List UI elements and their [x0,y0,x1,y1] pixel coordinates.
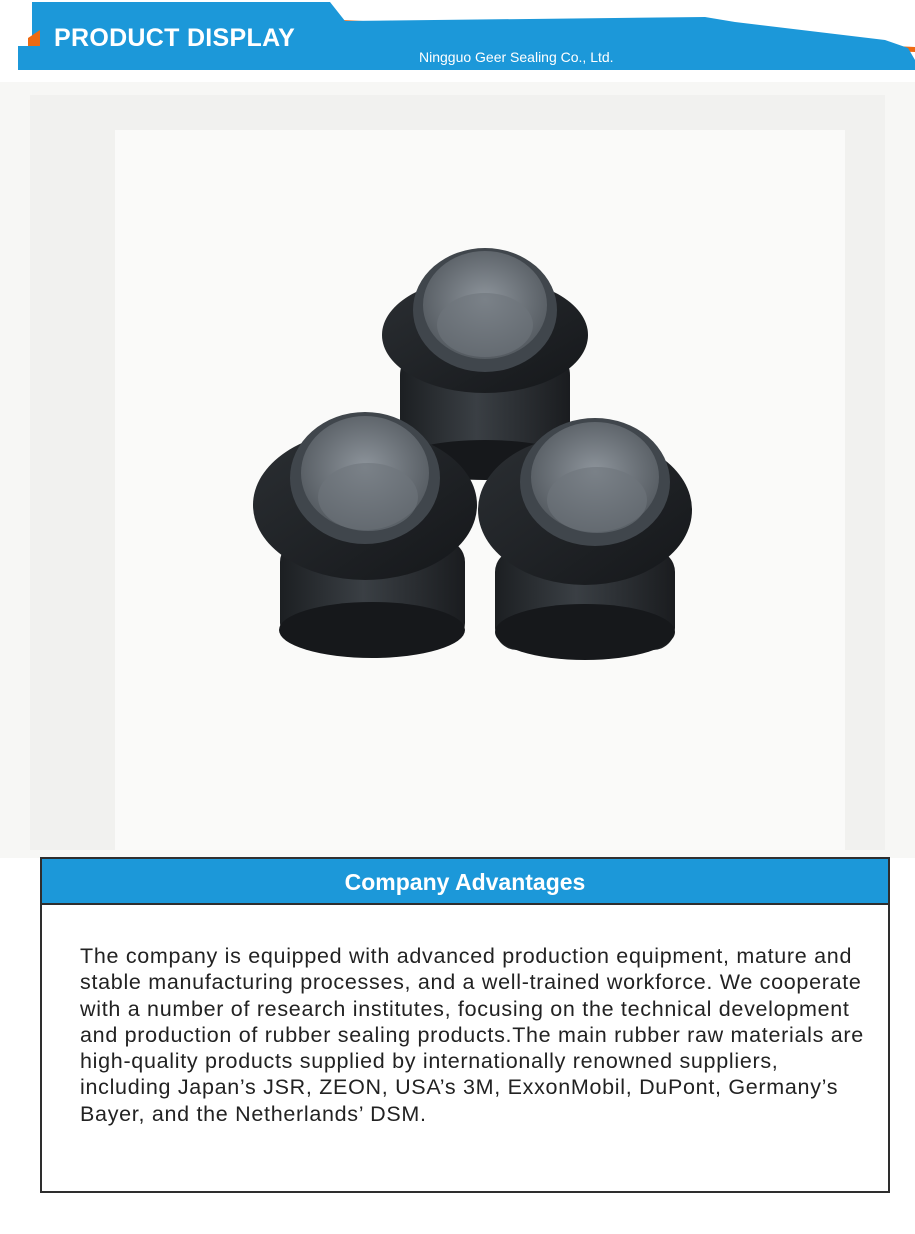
advantages-header [42,859,888,905]
company-advantages-box [40,857,890,1193]
company-name: Ningguo Geer Sealing Co., Ltd. [419,49,614,65]
advantages-title: Company Advantages [344,869,586,895]
banner-title: PRODUCT DISPLAY [54,24,296,52]
header-banner [0,0,915,80]
product-image [0,82,915,858]
advantages-body: The company is equipped with advanced production equipment, mature and stable manufacturing processes, and a well-trained workforce. We cooperate with a number of research institutes, focusing on the technical development and production of rubber sealing products.The main rubber raw materials are high-quality products supplied by internationally renowned suppliers, including Japan’s JSR, ZEON, USA’s 3M, ExxonMobil, DuPont, Germany’s Bayer, and the Netherlands’ DSM. [80,944,864,1126]
product-photo [0,82,915,858]
